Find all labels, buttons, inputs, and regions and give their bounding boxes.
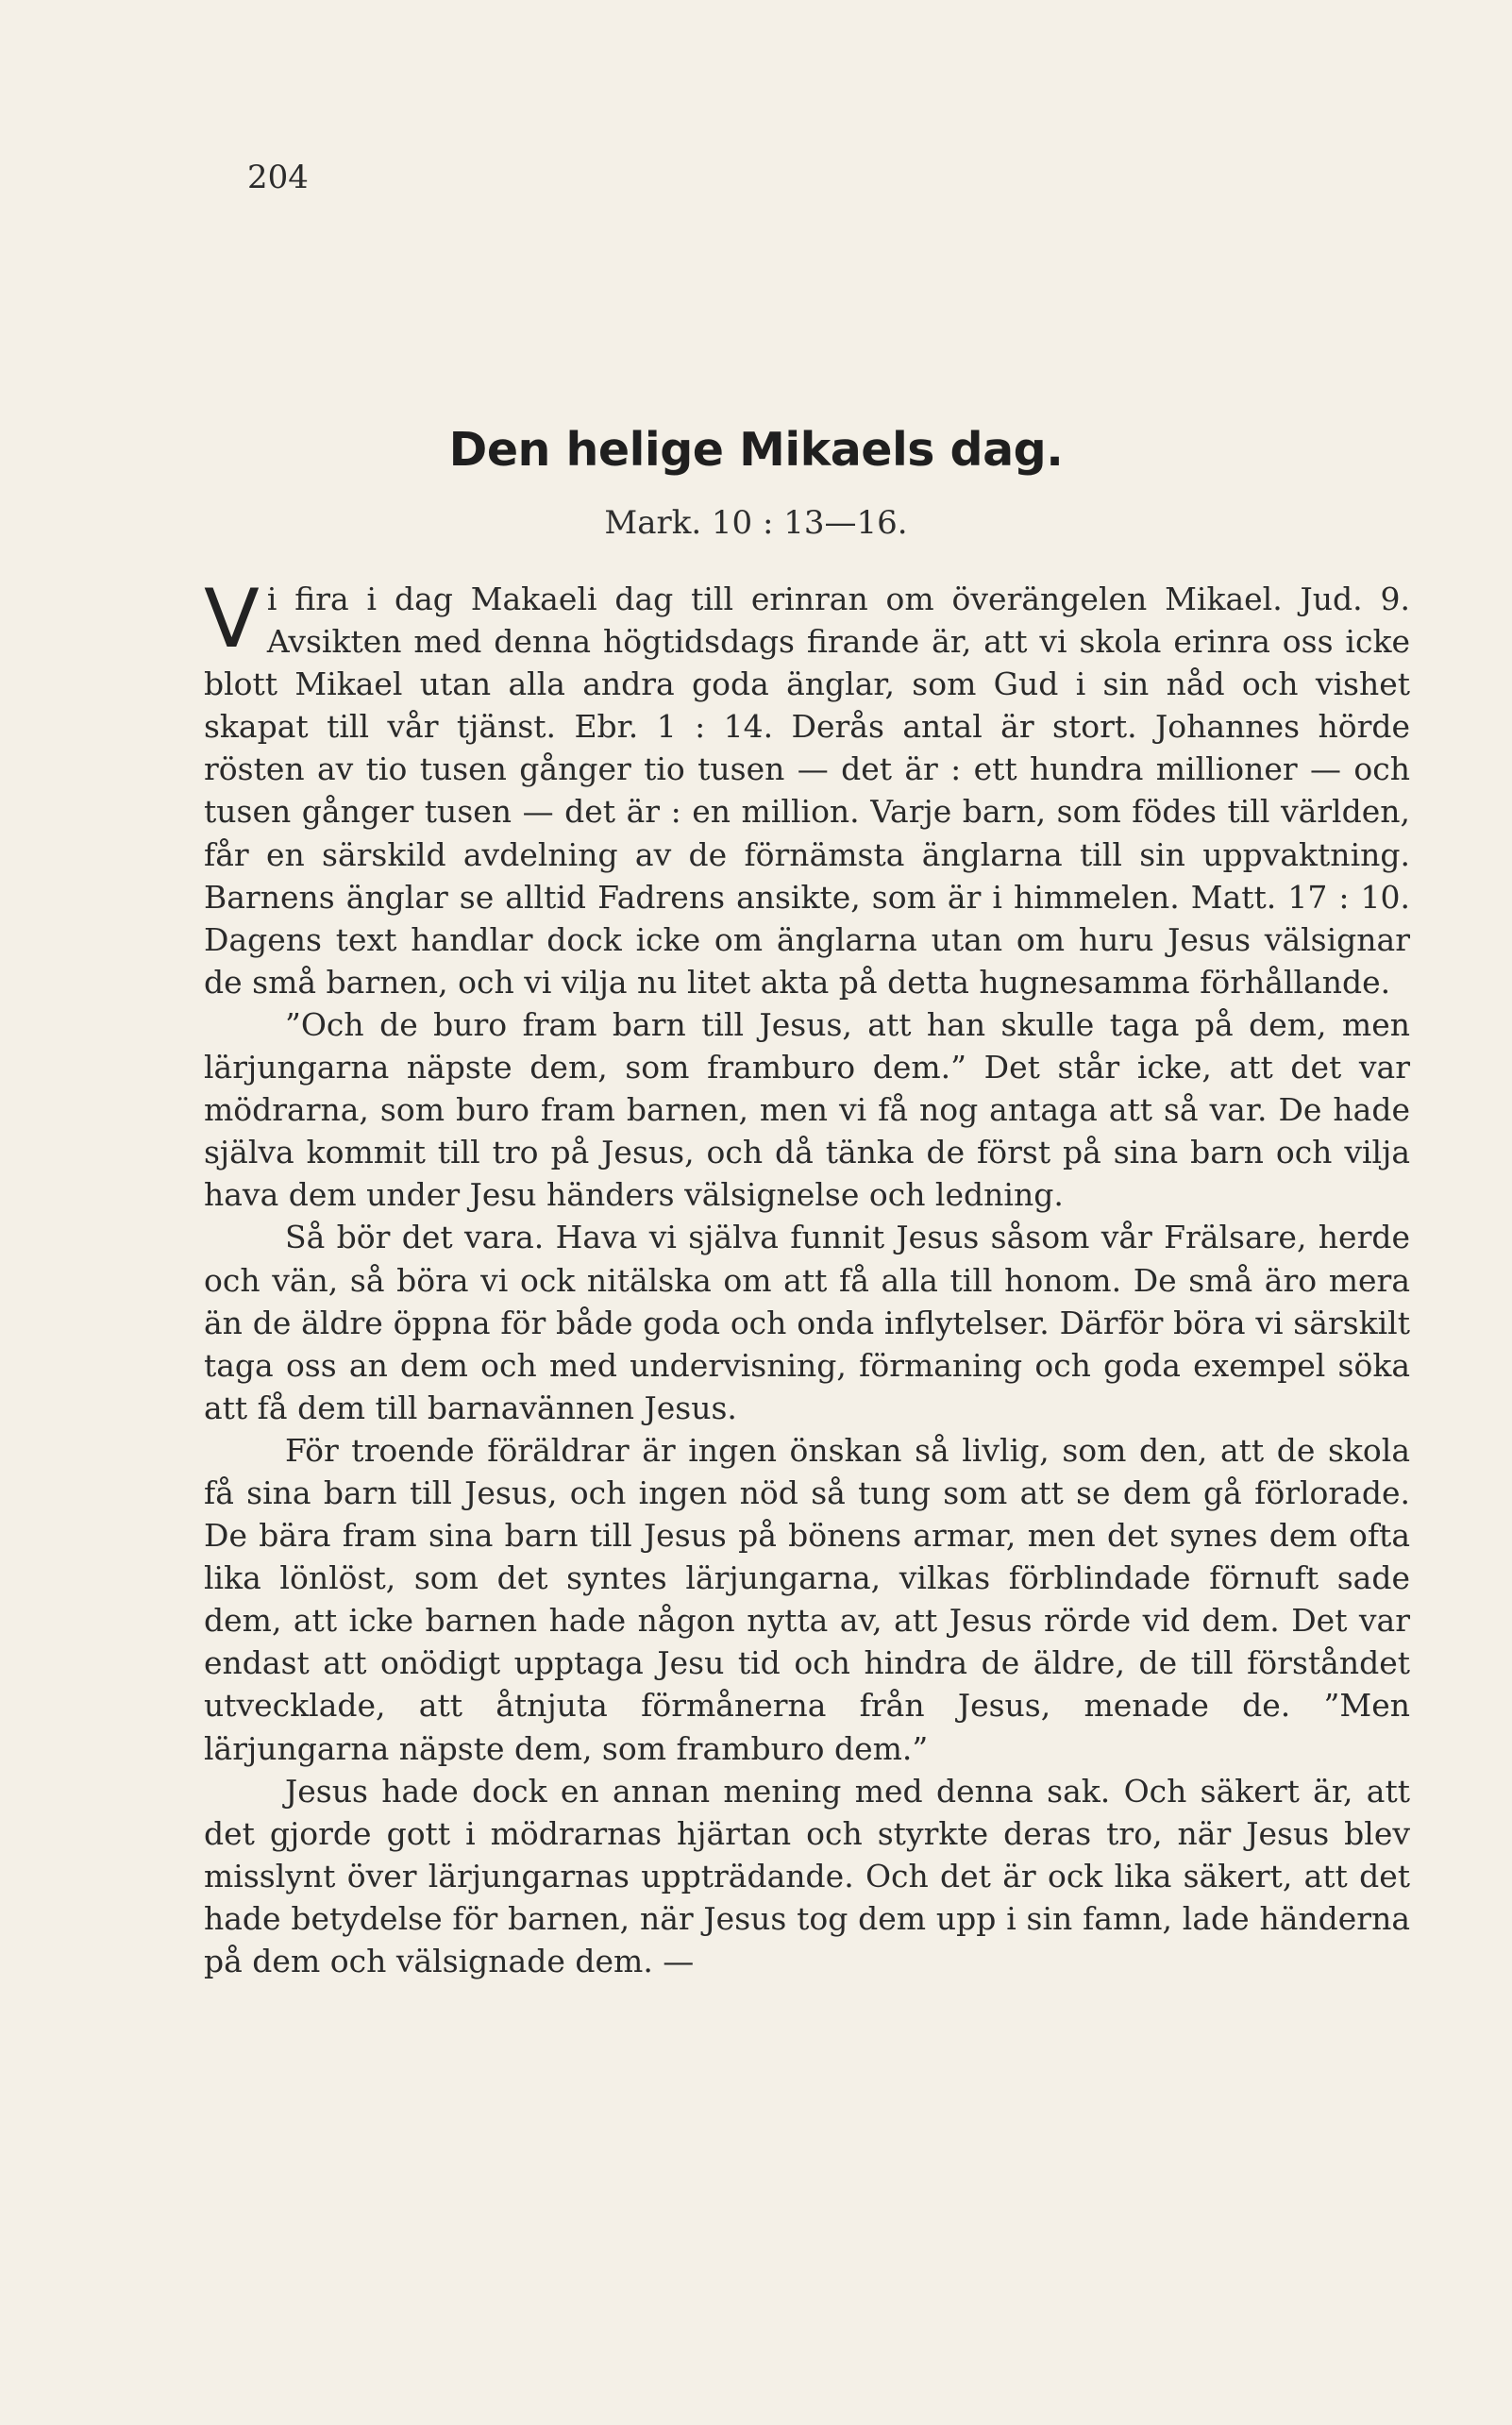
chapter-title: Den helige Mikaels dag. (448, 423, 1064, 477)
page-number: 204 (247, 159, 309, 196)
paragraph-5: Jesus hade dock en annan mening med denna sak. Och säkert är, att det gjorde gott i mödrarnas hjärtan och styrkte deras tro, när Jesus blev misslynt över lärjungarnas uppträdande. Och det är ock lika säkert, att det hade betydelse för barnen, när Jesus tog dem upp i sin famn, lade händerna på dem och välsignade dem. — (204, 1772, 1410, 1979)
body-text (204, 572, 1410, 1982)
paragraph-1-text: i fira i dag Makaeli dag till erinran om överängelen Mikael. Jud. 9. Avsikten med denna högtidsdags firande är, att vi skola erinra oss icke blott Mikael utan alla andra goda änglar, som Gud i sin nåd och vishet skapat till vår tjänst. Ebr. 1 : 14. Derås antal är stort. Johannes hörde rösten av tio tusen gånger tio tusen — det är : ett hundra millioner — och tusen gånger tusen — det är : en million. Varje barn, som födes till världen, får en särskild avdelning av de förnämsta änglarna till sin uppvaktning. Barnens änglar se alltid Fadrens ansikte, som är i himmelen. Matt. 17 : 10. Dagens text handlar dock icke om änglarna utan om huru Jesus välsignar de små barnen, och vi vilja nu litet akta på detta hugnesamma förhållande. (204, 581, 1410, 1001)
paragraph-1 (204, 572, 1410, 1003)
drop-cap: V (204, 572, 260, 666)
scripture-reference: Mark. 10 : 13—16. (604, 504, 908, 542)
paragraph-3: Så bör det vara. Hava vi själva funnit Jesus såsom vår Frälsare, herde och vän, så böra vi ock nitälska om att få alla till honom. De små äro mera än de äldre öppna för både goda och onda inflytelser. Därför böra vi särskilt taga oss an dem och med undervisning, förmaning och goda exempel söka att få dem till barnavännen Jesus. (204, 1219, 1410, 1426)
paragraph-4: För troende föräldrar är ingen önskan så livlig, som den, att de skola få sina barn till Jesus, och ingen nöd så tung som att se dem gå förlorade. De bära fram sina barn till Jesus på bönens armar, men det synes dem ofta lika lönlöst, som det syntes lärjungarna, vilkas förblindade förnuft sade dem, att icke barnen hade någon nytta av, att Jesus rörde vid dem. Det var endast att onödigt upptaga Jesu tid och hindra de äldre, de till förståndet utvecklade, att åtnjuta förmånerna från Jesus, menade de. ”Men lärjungarna näpste dem, som framburo dem.” (204, 1431, 1410, 1767)
paragraph-2: ”Och de buro fram barn till Jesus, att han skulle taga på dem, men lärjungarna näpste dem, som framburo dem.” Det står icke, att det var mödrarna, som buro fram barnen, men vi få nog antaga att så var. De hade själva kommit till tro på Jesus, och då tänka de först på sina barn och vilja hava dem under Jesu händers välsignelse och ledning. (204, 1005, 1410, 1214)
